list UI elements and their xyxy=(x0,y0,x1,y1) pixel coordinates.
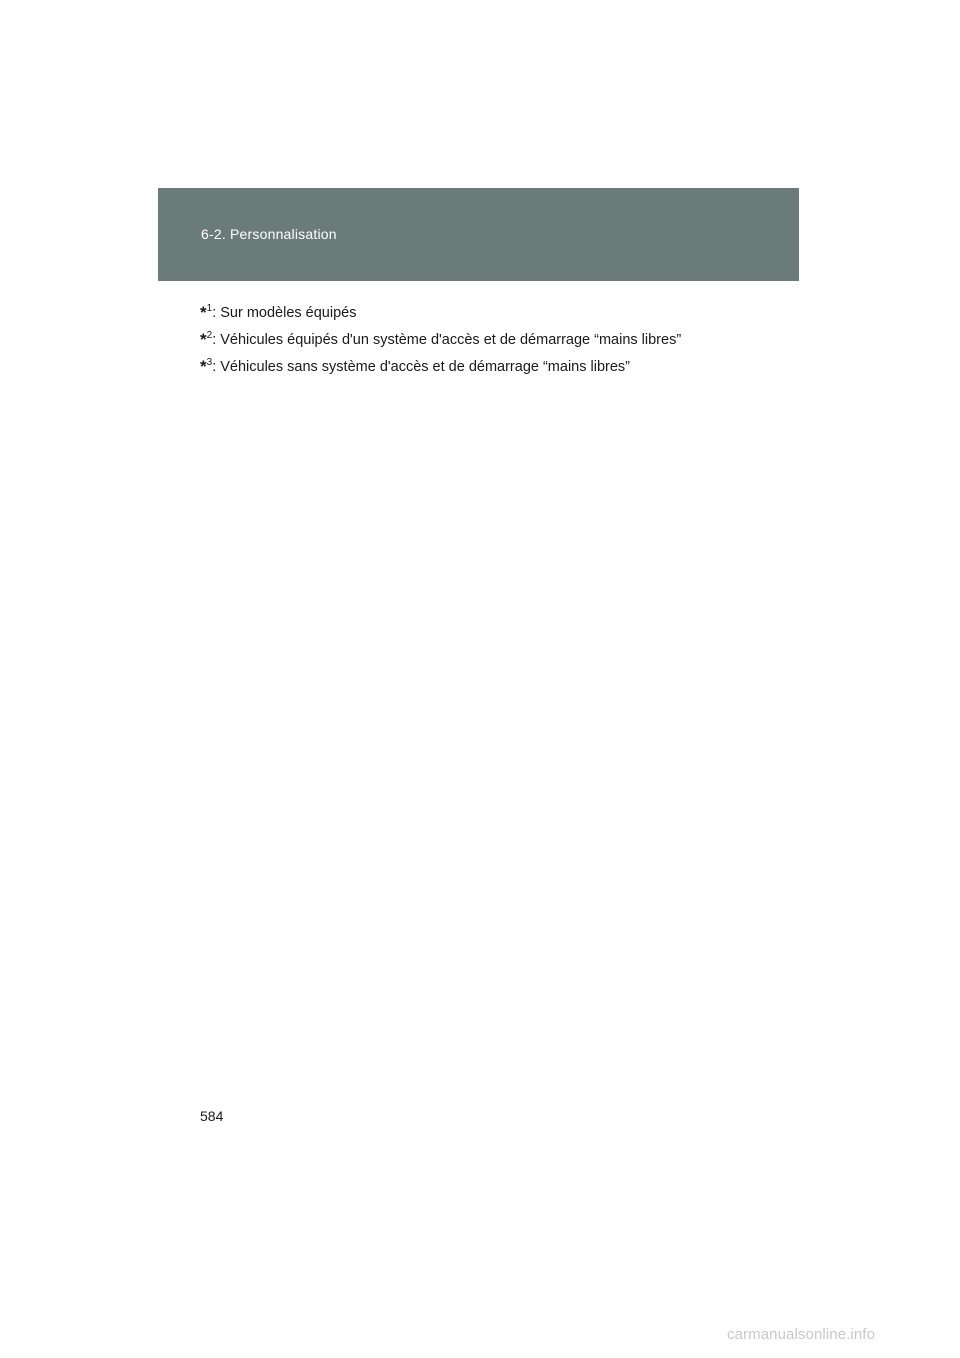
section-header-band xyxy=(158,188,799,281)
footnote-3 xyxy=(200,352,790,379)
footnote-text: : Véhicules sans système d'accès et de démarrage “mains libres” xyxy=(212,359,630,375)
footnote-list xyxy=(200,298,790,379)
footnote-1 xyxy=(200,298,790,325)
page-number: 584 xyxy=(200,1108,224,1124)
footnote-text: : Sur modèles équipés xyxy=(212,305,357,321)
footnote-asterisk: * xyxy=(200,303,207,322)
footnote-2 xyxy=(200,325,790,352)
watermark: carmanualsonline.info xyxy=(727,1326,876,1343)
section-title: 6-2. Personnalisation xyxy=(201,226,337,242)
footnote-asterisk: * xyxy=(200,330,207,349)
footnote-number: 2 xyxy=(206,330,213,341)
footnote-number: 3 xyxy=(206,357,213,368)
footnote-number: 1 xyxy=(206,303,213,314)
footnote-asterisk: * xyxy=(200,357,207,376)
footnote-text: : Véhicules équipés d'un système d'accès et de démarrage “mains libres” xyxy=(212,332,682,348)
